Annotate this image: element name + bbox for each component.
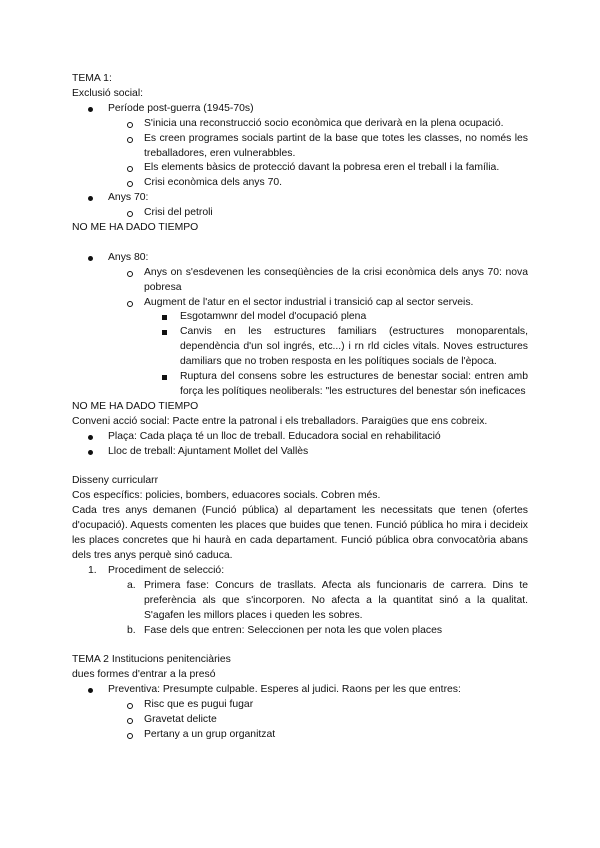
list-item: Es creen programes socials partint de la base que totes les classes, no només les treballadores, eren vulnerabbles. — [72, 132, 528, 162]
list-item: Crisi econòmica dels anys 70. — [72, 176, 528, 191]
bullet-disc-icon — [88, 435, 93, 440]
bullet-circle-icon — [127, 703, 133, 709]
bullet-circle-icon — [127, 733, 133, 739]
list-item: Els elements bàsics de protecció davant la pobresa eren el treball i la família. — [72, 161, 528, 176]
list-item: S'inicia una reconstrucció socio econòmica que derivarà en la plena ocupació. — [72, 117, 528, 132]
heading-tema-2: TEMA 2 Institucions penitenciàries — [72, 654, 231, 666]
bullet-circle-icon — [127, 271, 133, 277]
heading-disseny: Disseny curricularr — [72, 475, 159, 487]
bullet-circle-icon — [127, 166, 133, 172]
list-letter: b. — [127, 624, 136, 636]
list-item: Pertany a un grup organitzat — [72, 728, 528, 743]
list-item: 1. Procediment de selecció: — [72, 564, 528, 579]
list-item: Ruptura del consens sobre les estructures de benestar social: entren amb força les polítiques neoliberals: "les estructures del benestar són ineficaces — [72, 370, 528, 400]
list-item: Gravetat delicte — [72, 713, 528, 728]
list-item: Canvis en les estructures familiars (estructures monoparentals, dependència d'un sol ingrés, etc...) i rn rld cicles vitals. Noves estructures damiliars que no troben resposta en les polítiques socials de l'època. — [72, 325, 528, 370]
bullet-circle-icon — [127, 122, 133, 128]
paragraph-cos: Cos específics: policies, bombers, eduacores socials. Cobren més. — [72, 490, 381, 502]
list-item: Crisi del petroli — [72, 206, 528, 221]
bullet-circle-icon — [127, 211, 133, 217]
list-item: Plaça: Cada plaça té un lloc de treball. Educadora social en rehabilitació — [72, 430, 528, 445]
list-number: 1. — [88, 564, 97, 576]
list-item: Risc que es pugui fugar — [72, 698, 528, 713]
bullet-circle-icon — [127, 718, 133, 724]
list-letter: a. — [127, 579, 136, 591]
bullet-square-icon — [162, 315, 167, 320]
bullet-circle-icon — [127, 137, 133, 143]
document-page — [72, 72, 528, 743]
list-item: Esgotamwnr del model d'ocupació plena — [72, 310, 528, 325]
bullet-disc-icon — [88, 688, 93, 693]
bullet-square-icon — [162, 330, 167, 335]
paragraph-cada-tres-anys: Cada tres anys demanen (Funció pública) al departament les necessitats que tenen (ofertes d'ocupació). Aquests comenten les places que buides que tenen. Funció pública ho mira i decideix les places concretes que hi haurà en cada departament. Funció pública obra convocatòria abans dels tres anys perquè sinó caduca. — [72, 505, 528, 561]
bullet-circle-icon — [127, 181, 133, 187]
bullet-disc-icon — [88, 107, 93, 112]
list-item: Lloc de treball: Ajuntament Mollet del Vallès — [72, 445, 528, 460]
list-item: Augment de l'atur en el sector industrial i transició cap al sector serveis. — [72, 296, 528, 311]
list-item: Preventiva: Presumpte culpable. Esperes al judici. Raons per les que entres: — [72, 683, 528, 698]
paragraph-conveni: Conveni acció social: Pacte entre la patronal i els treballadors. Paraigües que ens cobreix. — [72, 415, 488, 427]
heading-tema-1: TEMA 1: — [72, 73, 112, 84]
bullet-disc-icon — [88, 256, 93, 261]
note-no-time: NO ME HA DADO TIEMPO — [72, 222, 199, 234]
bullet-disc-icon — [88, 450, 93, 455]
subheading-formes: dues formes d'entrar a la presó — [72, 669, 216, 681]
list-item: Anys 80: — [72, 251, 528, 266]
list-item: Anys 70: — [72, 191, 528, 206]
bullet-square-icon — [162, 375, 167, 380]
list-item: Anys on s'esdevenen les conseqüències de la crisi econòmica dels anys 70: nova pobresa — [72, 266, 528, 296]
bullet-disc-icon — [88, 196, 93, 201]
bullet-circle-icon — [127, 301, 133, 307]
subheading-exclusio: Exclusió social: — [72, 87, 144, 99]
note-no-time: NO ME HA DADO TIEMPO — [72, 400, 199, 412]
list-item: b. Fase dels que entren: Seleccionen per nota les que volen places — [72, 624, 528, 639]
list-item: a. Primera fase: Concurs de trasllats. Afecta als funcionaris de carrera. Dins te preferència als que s'incorporen. No afecta a la quantitat sinó a la qualitat. S'agafen les millors places i queden les sobres. — [127, 579, 528, 621]
list-item: Període post-guerra (1945-70s) — [72, 102, 528, 117]
